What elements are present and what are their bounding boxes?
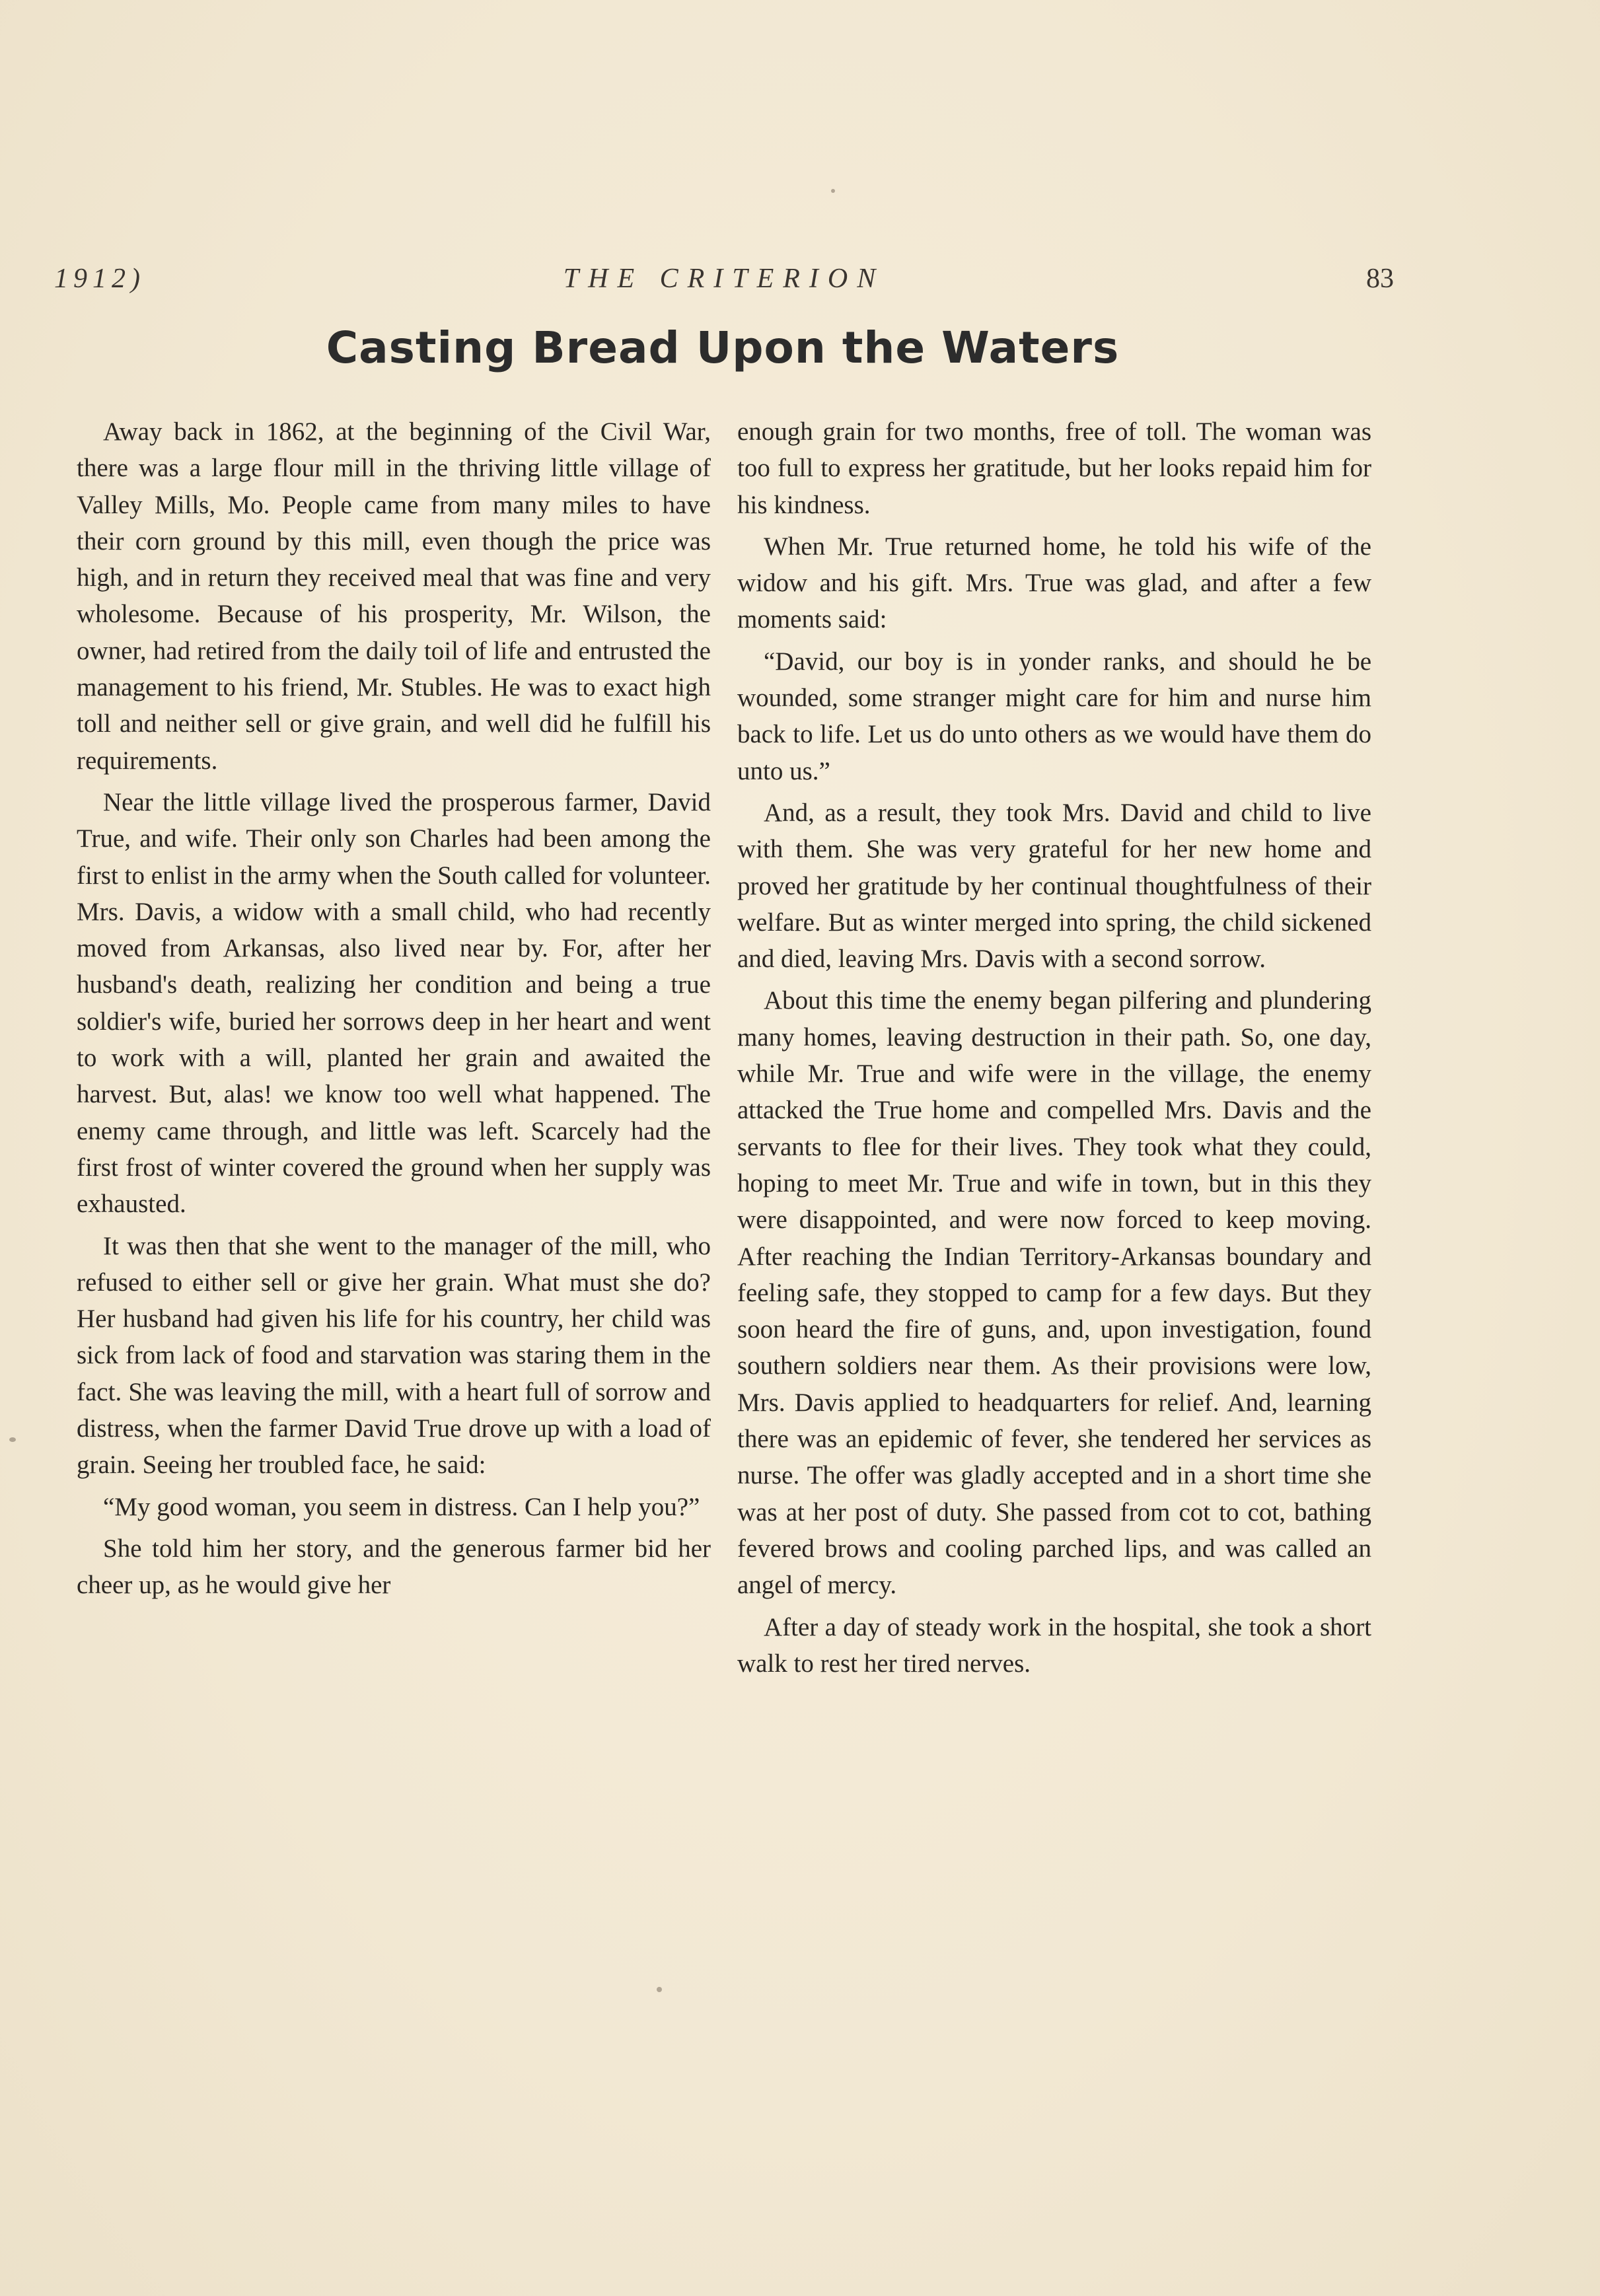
running-head bbox=[54, 263, 1394, 303]
left-column bbox=[77, 413, 711, 1609]
paragraph: When Mr. True returned home, he told his wife of the widow and his gift. Mrs. True was glad, and after a few moments said: bbox=[737, 532, 1371, 634]
paper-speck bbox=[657, 1987, 662, 1992]
page-number: 83 bbox=[1366, 264, 1394, 294]
magazine-title: THE CRITERION bbox=[563, 264, 885, 294]
paragraph: After a day of steady work in the hospital, she took a short walk to rest her tired nerves. bbox=[737, 1612, 1371, 1678]
paragraph: And, as a result, they took Mrs. David and child to live with them. She was very grateful for her new home and proved her gratitude by her continual thoughtfulness of their welfare. But as winter merged into spring, the child sickened and died, leaving Mrs. Davis with a second sorrow. bbox=[737, 798, 1371, 974]
paragraph: About this time the enemy began pilfering and plundering many homes, leaving destruction in their path. So, one day, while Mr. True and wife were in the village, the enemy attacked the True home and compelled Mrs. Davis and the servants to flee for their lives. They took what they could, hoping to meet Mr. True and wife in town, but in this they were disappointed, and were now forced to keep moving. After reaching the Indian Territory-Arkansas boundary and feeling safe, they stopped to camp for a few days. But they soon heard the fire of guns, and, upon investigation, found southern soldiers near them. As their provisions were low, Mrs. Davis applied to headquarters for relief. And, learning there was an epidemic of fever, she tendered her services as nurse. The offer was gladly accepted and in a short time she was at her post of duty. She passed from cot to cot, bathing fevered brows and cooling parched lips, and was called an angel of mercy. bbox=[737, 986, 1371, 1600]
paragraph: Near the little village lived the prosperous farmer, David True, and wife. Their only son Charles had been among the first to enlist in the army when the South called for volunteer. Mrs. Davis, a widow with a small child, who had recently moved from Arkansas, also lived near by. For, after her husband's death, realizing her condition and being a true soldier's wife, buried her sorrows deep in her heart and went to work with a will, planted her grain and awaited the harvest. But, alas! we know too well what happened. The enemy came through, and little was left. Scarcely had the first frost of winter covered the ground when her supply was exhausted. bbox=[77, 787, 711, 1219]
article-headline: Casting Bread Upon the Waters bbox=[326, 322, 1120, 373]
paper-speck bbox=[831, 189, 835, 193]
paragraph: She told him her story, and the generous farmer bid her cheer up, as he would give her bbox=[77, 1534, 711, 1600]
paragraph: Away back in 1862, at the beginning of the Civil War, there was a large flour mill in the thriving little village of Valley Mills, Mo. People came from many miles to have their corn ground by this mill, even though the price was high, and in return they received meal that was fine and very wholesome. Because of his prosperity, Mr. Wilson, the owner, had retired from the daily toil of life and entrusted the management to his friend, Mr. Stubles. He was to exact high toll and neither sell or give grain, and well did he fulfill his requirements. bbox=[77, 417, 711, 775]
paragraph-continuation: enough grain for two months, free of toll. The woman was too full to express her gratitude, but her looks repaid him for his kindness. bbox=[737, 417, 1371, 519]
issue-year: 1912) bbox=[54, 264, 145, 294]
right-column bbox=[737, 413, 1371, 1687]
paragraph: “David, our boy is in yonder ranks, and should he be wounded, some stranger might care for him and nurse him back to life. Let us do unto others as we would have them do unto us.” bbox=[737, 647, 1371, 785]
paragraph: It was then that she went to the manager of the mill, who refused to either sell or give her grain. What must she do? Her husband had given his life for his country, her child was sick from lack of food and starvation was staring them in the fact. She was leaving the mill, with a heart full of sorrow and distress, when the farmer David True drove up with a load of grain. Seeing her troubled face, he said: bbox=[77, 1231, 711, 1480]
paper-speck bbox=[9, 1437, 16, 1442]
paragraph: “My good woman, you seem in distress. Can I help you?” bbox=[103, 1492, 700, 1521]
